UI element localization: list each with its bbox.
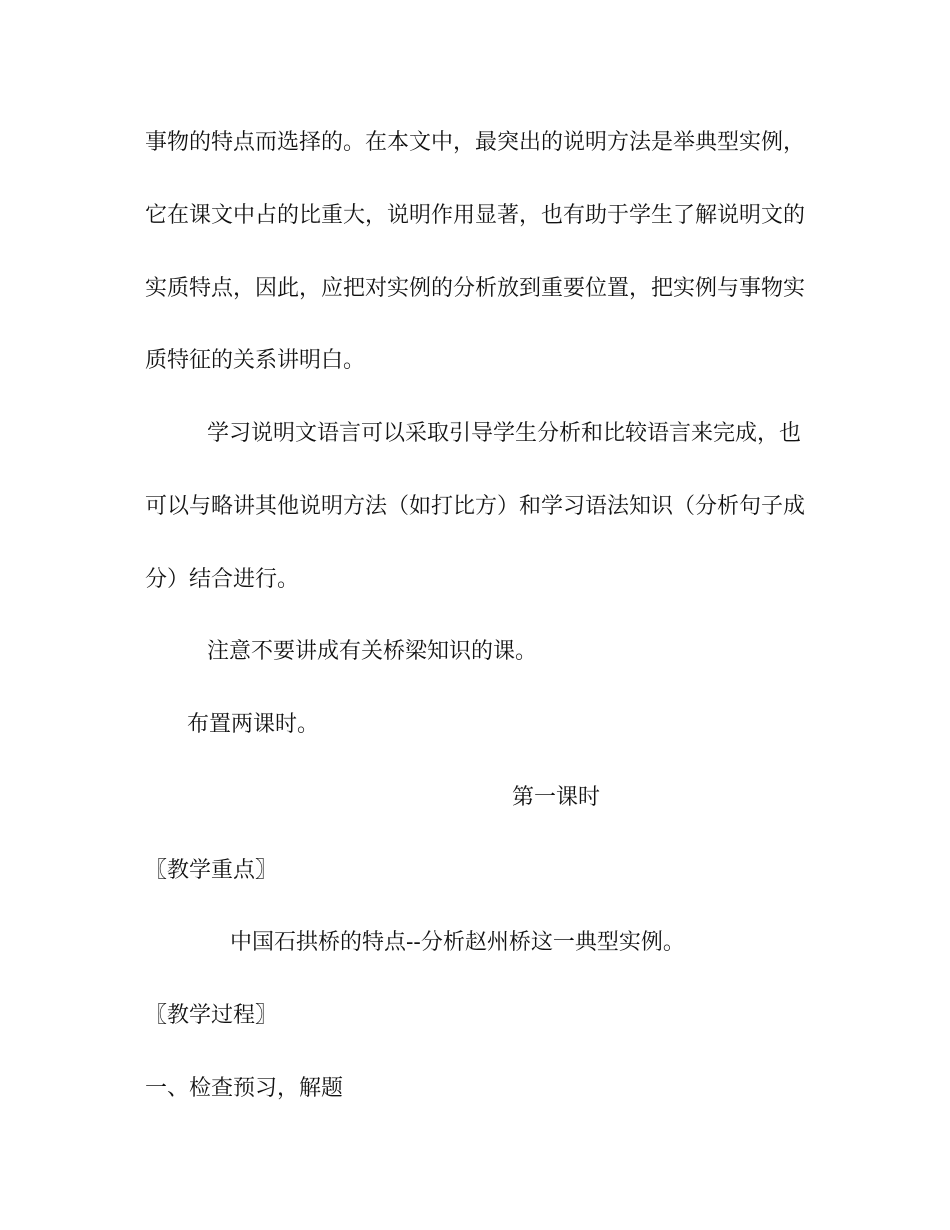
section-heading: 第一课时 [512, 785, 601, 810]
subsection-heading: 〖教学过程〗 [145, 1003, 278, 1028]
body-text-line: 可以与略讲其他说明方法（如打比方）和学习语法知识（分析句子成 [145, 494, 806, 519]
body-text-line: 实质特点，因此，应把对实例的分析放到重要位置，把实例与事物实 [145, 276, 806, 301]
body-text-line: 中国石拱桥的特点--分析赵州桥这一典型实例。 [230, 930, 685, 955]
body-text-line: 质特征的关系讲明白。 [145, 348, 366, 373]
body-text-line: 分）结合进行。 [145, 567, 300, 592]
subsection-heading: 〖教学重点〗 [145, 858, 278, 883]
body-text-line: 它在课文中占的比重大，说明作用显著，也有助于学生了解说明文的 [145, 203, 806, 228]
body-text-line: 学习说明文语言可以采取引导学生分析和比较语言来完成，也 [207, 421, 802, 446]
body-text-line: 一、检查预习，解题 [145, 1076, 344, 1101]
body-text-line: 事物的特点而选择的。在本文中，最突出的说明方法是举典型实例， [145, 130, 806, 155]
body-text-line: 布置两课时。 [187, 712, 320, 737]
body-text-line: 注意不要讲成有关桥梁知识的课。 [207, 639, 538, 664]
